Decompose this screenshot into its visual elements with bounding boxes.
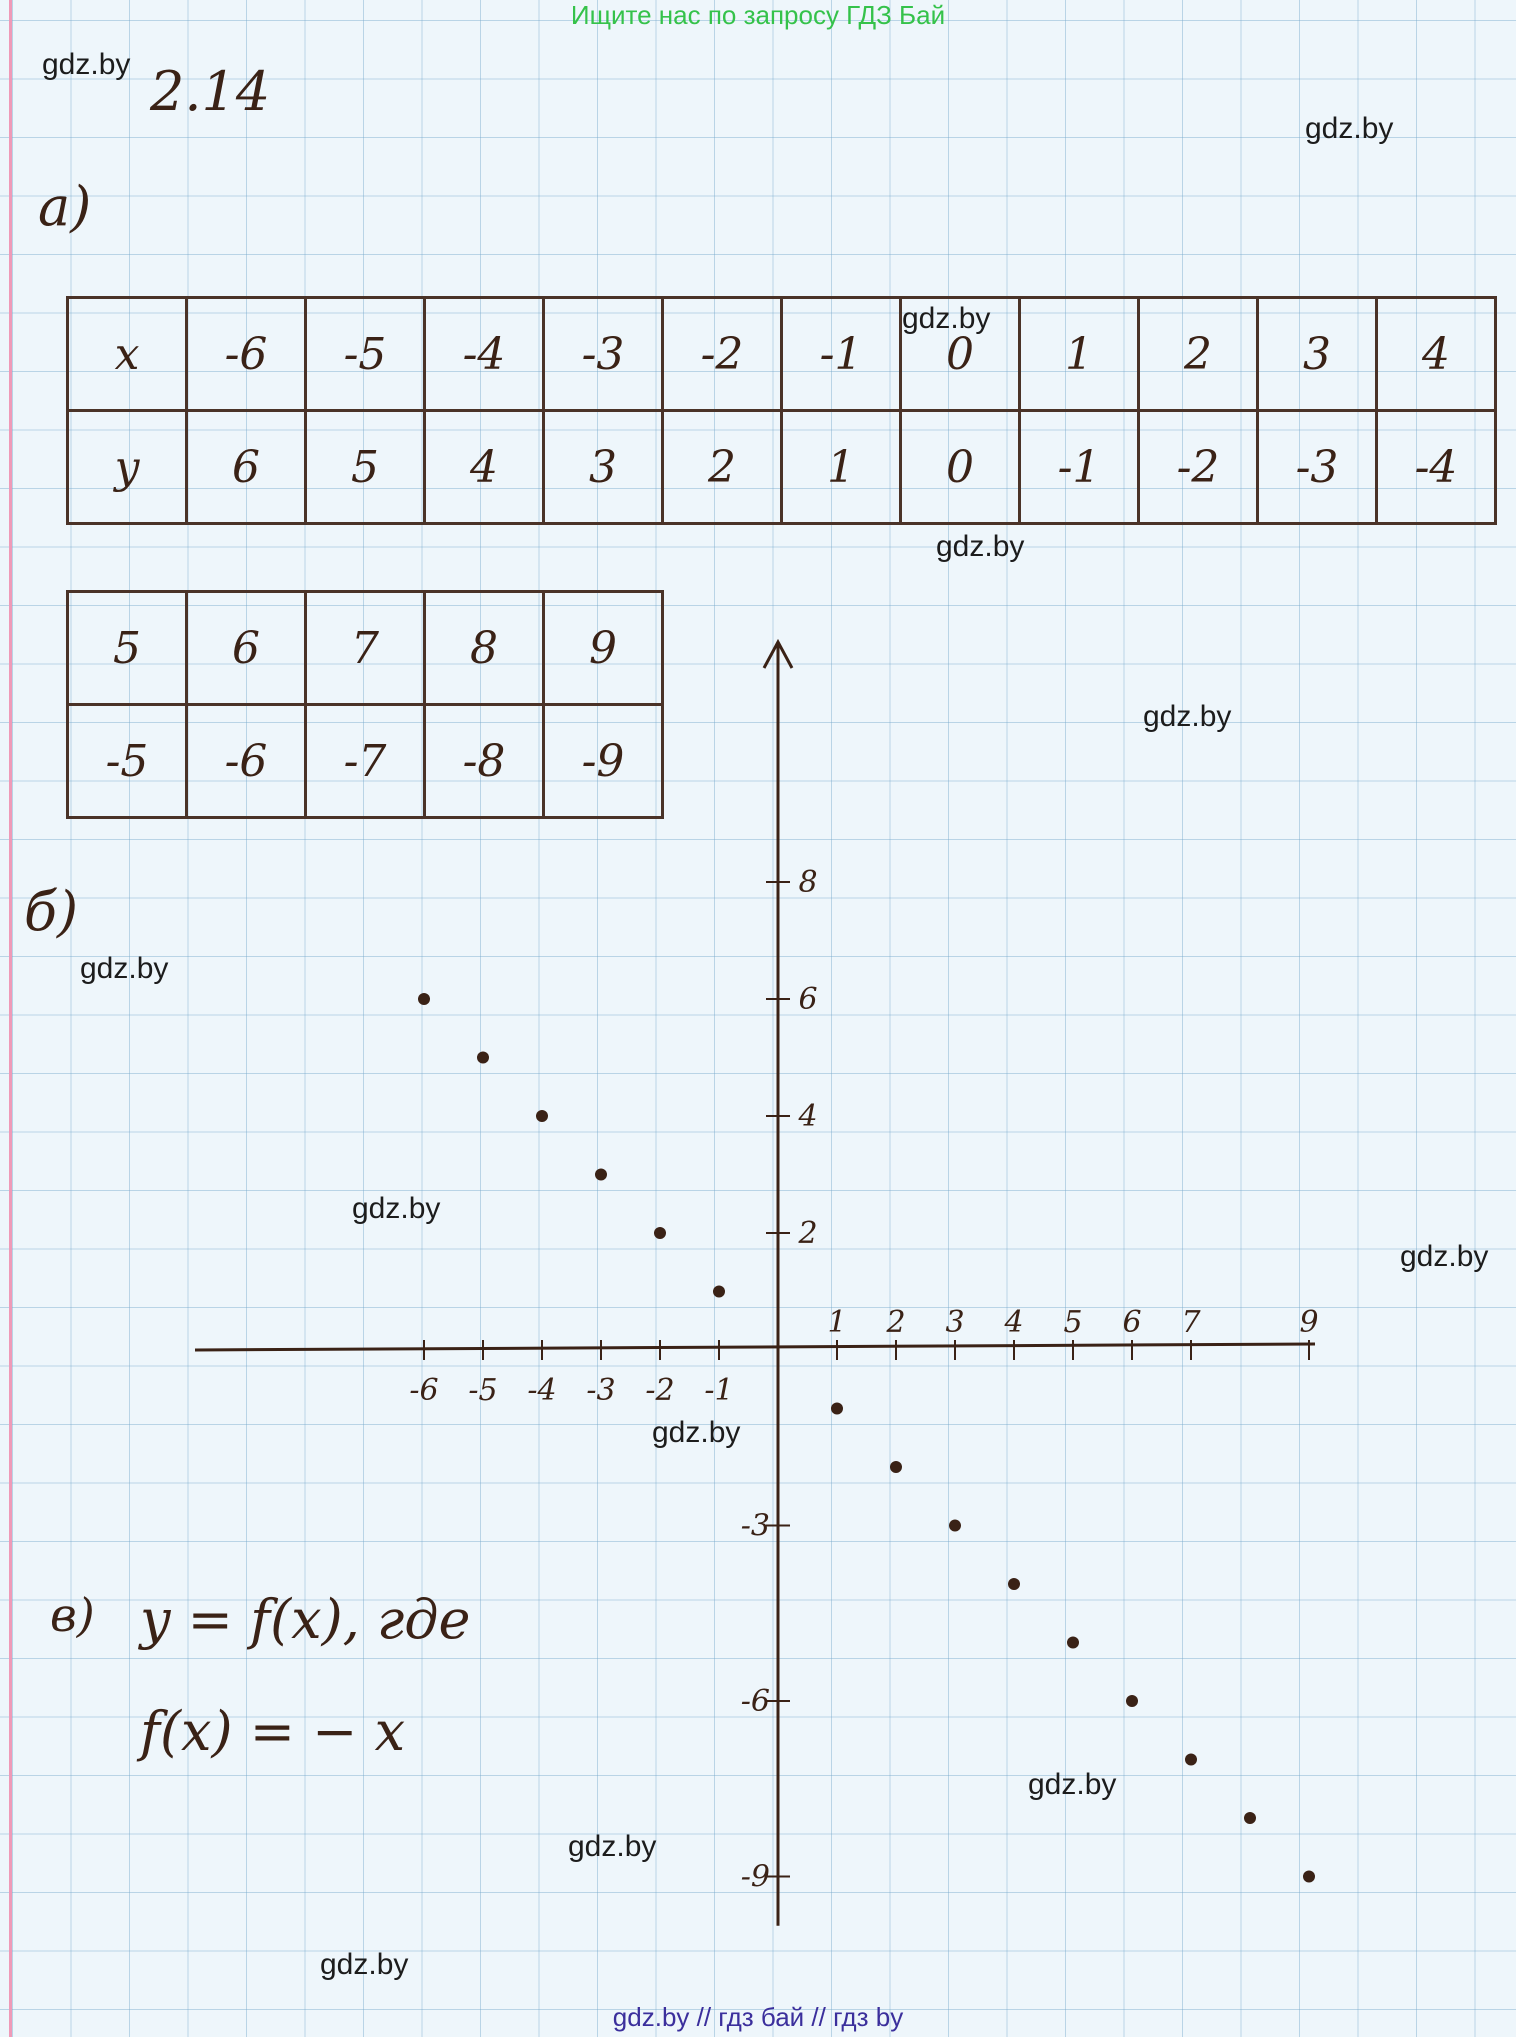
table-cell: -2 bbox=[663, 298, 782, 411]
watermark: gdz.by bbox=[652, 1416, 741, 1449]
data-point bbox=[477, 1052, 489, 1064]
table-cell: 4 bbox=[425, 411, 544, 524]
y-tick-label: -3 bbox=[740, 1508, 770, 1544]
data-point bbox=[1303, 1871, 1315, 1883]
data-point bbox=[713, 1286, 725, 1298]
table-cell: -4 bbox=[1377, 411, 1496, 524]
formula-line-1: y = f(x), где bbox=[140, 1588, 471, 1651]
table-cell: -9 bbox=[544, 705, 663, 818]
y-tick-label: 2 bbox=[798, 1216, 818, 1251]
table-cell: y bbox=[68, 411, 187, 524]
table-cell: -5 bbox=[306, 298, 425, 411]
x-tick-label: 4 bbox=[1004, 1305, 1024, 1340]
y-tick-label: 6 bbox=[798, 982, 818, 1017]
table-cell: 2 bbox=[1139, 298, 1258, 411]
data-point bbox=[536, 1110, 548, 1122]
data-point bbox=[949, 1520, 961, 1532]
data-point bbox=[1008, 1578, 1020, 1590]
table-cell: 3 bbox=[544, 411, 663, 524]
task-number: 2.14 bbox=[150, 60, 271, 123]
table-cell: -2 bbox=[1139, 411, 1258, 524]
site-banner[interactable]: Ищите нас по запросу ГДЗ Бай bbox=[570, 0, 946, 30]
table-cell: 3 bbox=[1258, 298, 1377, 411]
data-point bbox=[418, 993, 430, 1005]
part-b-label: б) bbox=[24, 880, 79, 943]
table-cell: -8 bbox=[425, 705, 544, 818]
watermark: gdz.by bbox=[1143, 700, 1232, 733]
y-tick-label: 4 bbox=[798, 1099, 818, 1134]
x-tick-label: -2 bbox=[645, 1373, 675, 1408]
table-cell: 5 bbox=[306, 411, 425, 524]
x-axis bbox=[195, 1344, 1315, 1350]
x-tick-label: 6 bbox=[1122, 1305, 1142, 1340]
part-a-label: а) bbox=[38, 175, 92, 238]
table-cell: 8 bbox=[425, 592, 544, 705]
table-cell: x bbox=[68, 298, 187, 411]
x-tick-label: 9 bbox=[1299, 1305, 1319, 1340]
table-cell: -1 bbox=[1020, 411, 1139, 524]
x-tick-label: -1 bbox=[704, 1373, 734, 1408]
table-cell: 6 bbox=[187, 592, 306, 705]
table-cell: 6 bbox=[187, 411, 306, 524]
table-cell: -3 bbox=[544, 298, 663, 411]
data-point bbox=[654, 1227, 666, 1239]
data-point bbox=[1126, 1695, 1138, 1707]
watermark: gdz.by bbox=[568, 1830, 657, 1863]
table-cell: 7 bbox=[306, 592, 425, 705]
y-tick-label: 8 bbox=[798, 865, 818, 900]
watermark: gdz.by bbox=[1400, 1240, 1489, 1273]
table-cell: 4 bbox=[1377, 298, 1496, 411]
x-tick-label: 7 bbox=[1181, 1305, 1201, 1340]
data-point bbox=[595, 1169, 607, 1181]
table-cell: -4 bbox=[425, 298, 544, 411]
table-cell: 1 bbox=[1020, 298, 1139, 411]
data-point bbox=[890, 1461, 902, 1473]
table-cell: 0 bbox=[901, 411, 1020, 524]
table-cell: -7 bbox=[306, 705, 425, 818]
x-tick-label: 3 bbox=[945, 1305, 965, 1340]
watermark: gdz.by bbox=[320, 1948, 409, 1981]
x-tick-label: -6 bbox=[409, 1373, 439, 1408]
site-footer[interactable]: gdz.by // гдз бай // гдз by bbox=[612, 2002, 904, 2032]
table-cell: -5 bbox=[68, 705, 187, 818]
data-point bbox=[831, 1403, 843, 1415]
table-cell: 1 bbox=[782, 411, 901, 524]
watermark: gdz.by bbox=[352, 1192, 441, 1225]
x-tick-label: 1 bbox=[827, 1305, 847, 1340]
part-v-label: в) bbox=[50, 1588, 95, 1642]
x-tick-label: -5 bbox=[468, 1373, 498, 1408]
table-cell: 0 bbox=[901, 298, 1020, 411]
table-cell: 5 bbox=[68, 592, 187, 705]
table-cell: 9 bbox=[544, 592, 663, 705]
table-cell: -6 bbox=[187, 298, 306, 411]
watermark: gdz.by bbox=[80, 952, 169, 985]
x-tick-label: 2 bbox=[886, 1305, 906, 1340]
watermark: gdz.by bbox=[936, 530, 1025, 563]
watermark: gdz.by bbox=[902, 302, 991, 335]
x-tick-label: -4 bbox=[527, 1373, 557, 1408]
y-tick-label: -9 bbox=[740, 1859, 770, 1895]
watermark: gdz.by bbox=[1305, 112, 1394, 145]
x-tick-label: -3 bbox=[586, 1373, 616, 1408]
formula-line-2: f(x) = − x bbox=[140, 1700, 406, 1763]
y-tick-label: -6 bbox=[740, 1684, 770, 1719]
watermark: gdz.by bbox=[1028, 1768, 1117, 1801]
watermark: gdz.by bbox=[42, 48, 131, 81]
table-cell: -6 bbox=[187, 705, 306, 818]
data-point bbox=[1067, 1637, 1079, 1649]
data-point bbox=[1244, 1812, 1256, 1824]
data-point bbox=[1185, 1754, 1197, 1766]
x-tick-label: 5 bbox=[1063, 1305, 1083, 1340]
table-cell: -3 bbox=[1258, 411, 1377, 524]
table-cell: -1 bbox=[782, 298, 901, 411]
table-cell: 2 bbox=[663, 411, 782, 524]
